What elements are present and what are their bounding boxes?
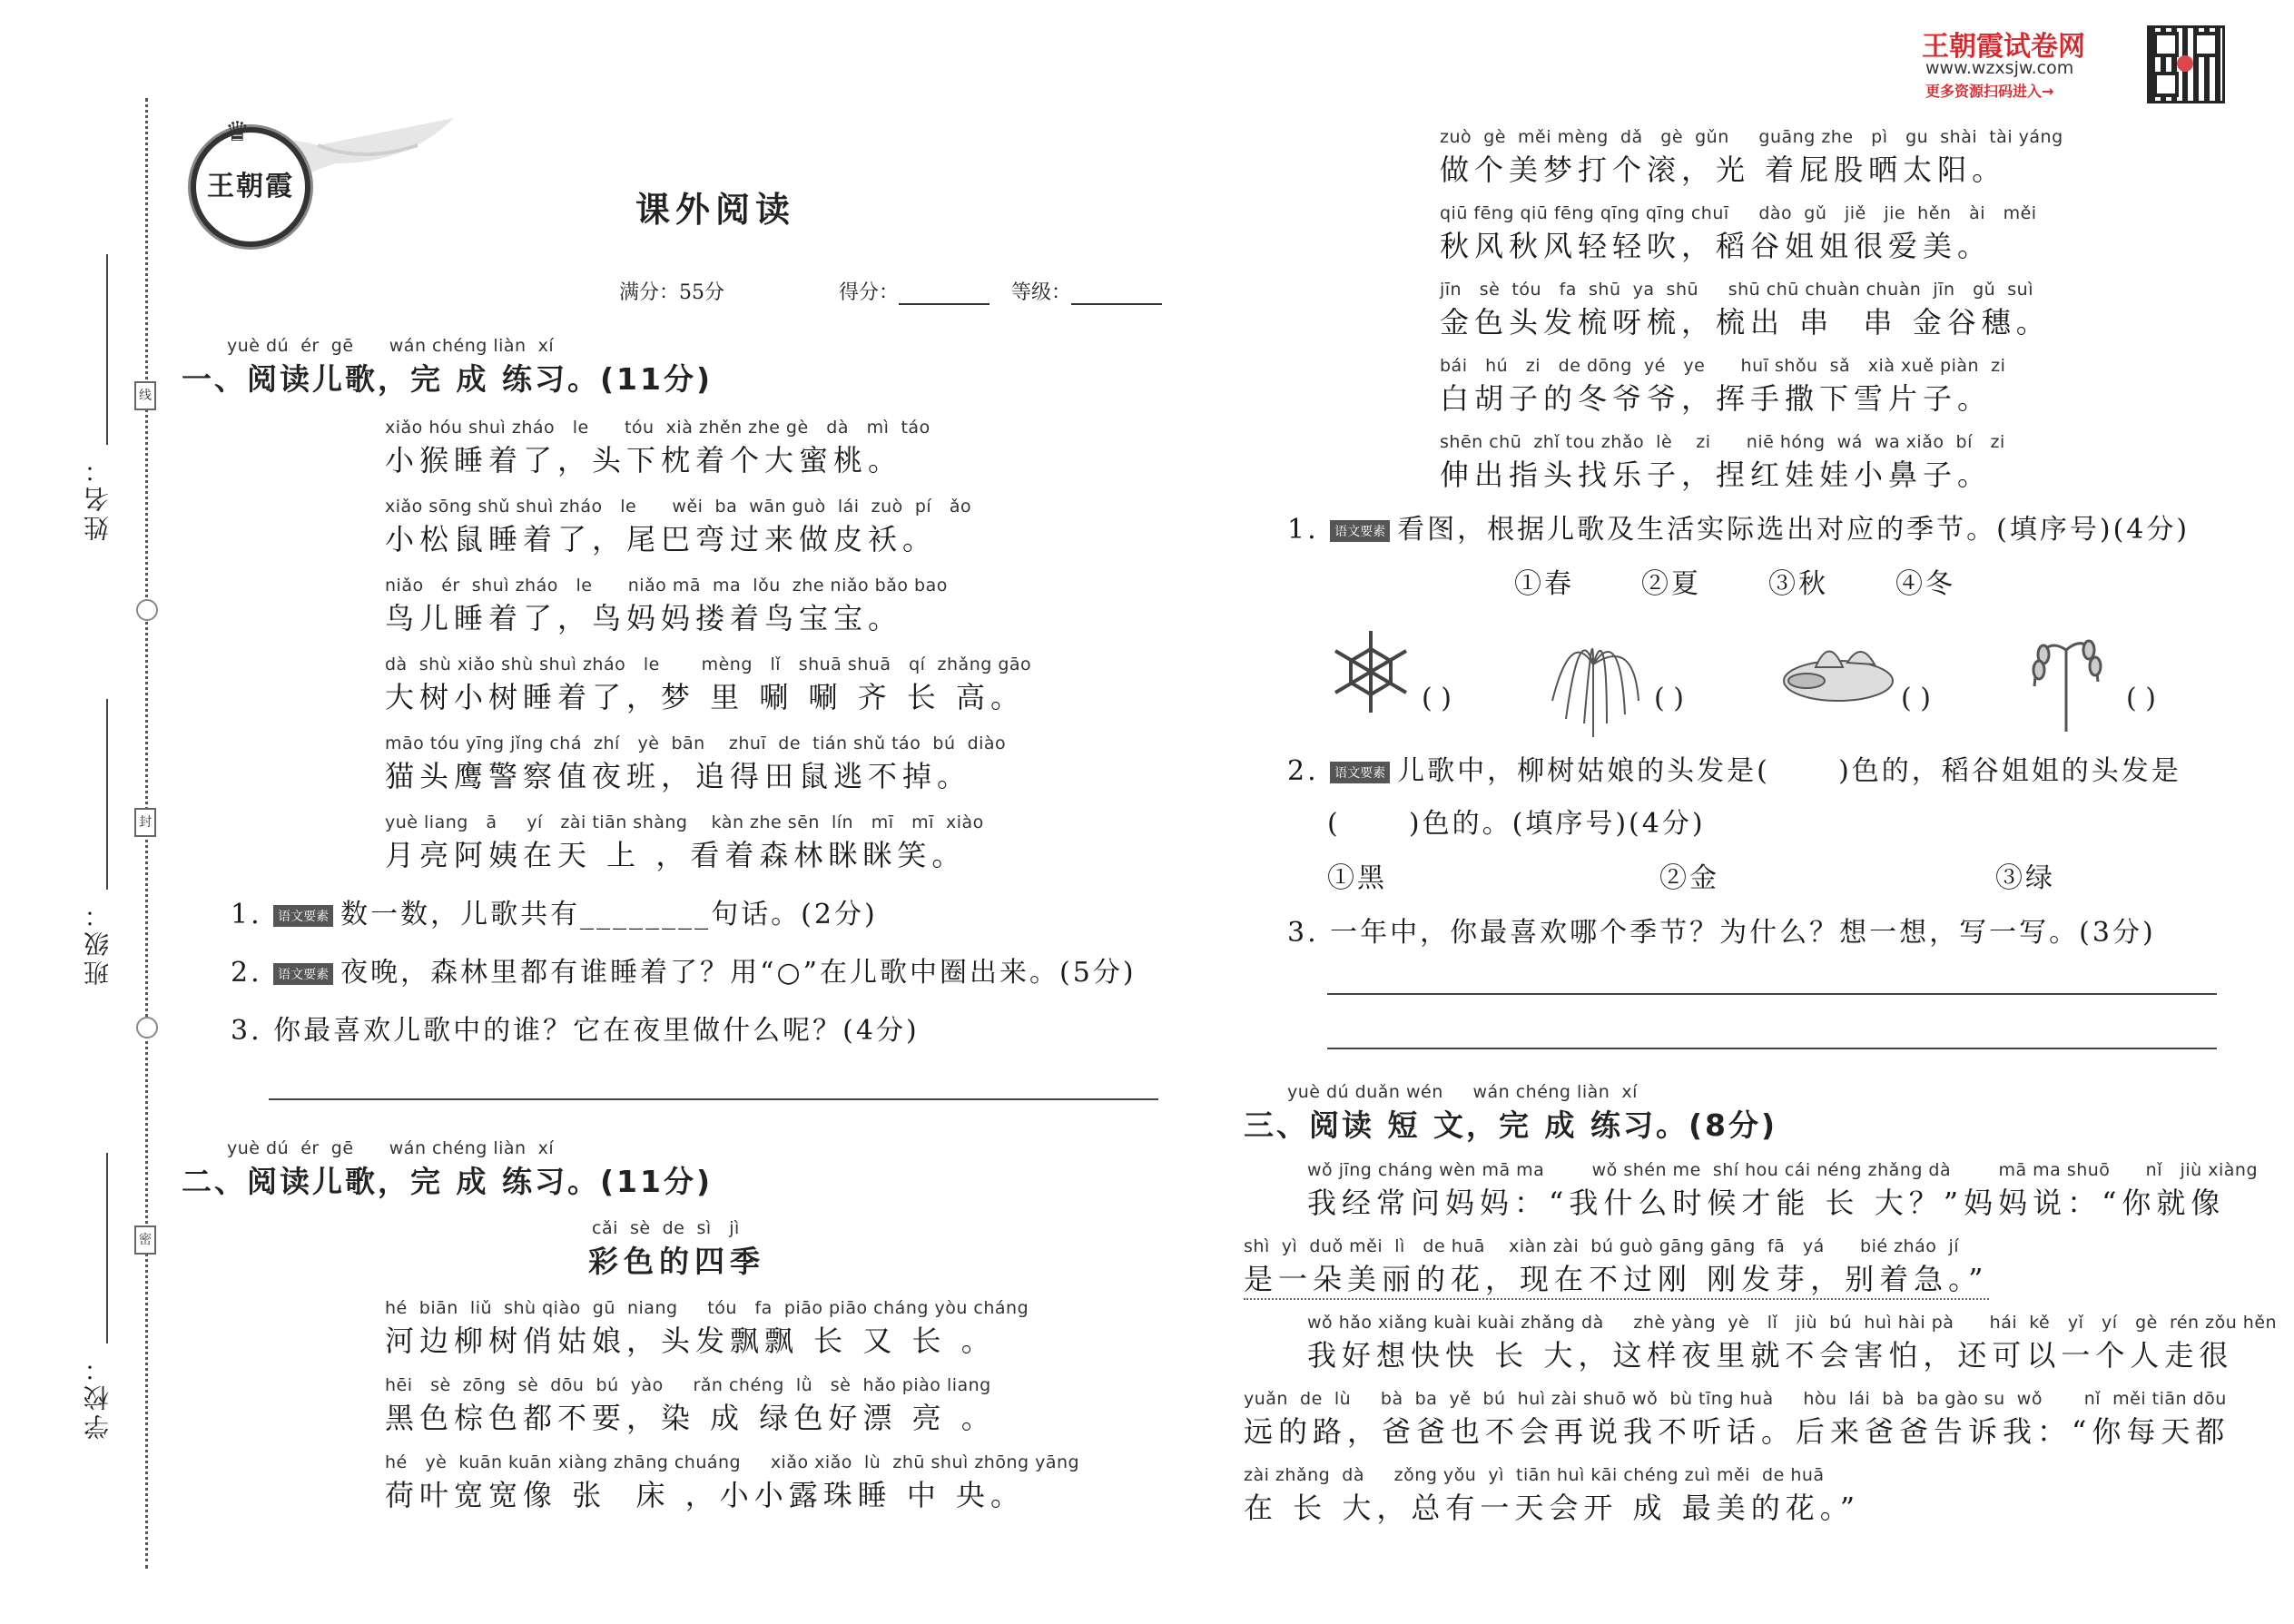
s2-q1-option-4: ④冬 — [1895, 568, 1955, 600]
poem2-line2-pinyin: hēi sè zōng sè dōu bú yào rǎn chéng lǜ sè hǎo piào liang — [385, 1375, 991, 1395]
poem2-line3-pinyin: hé yè kuān kuān xiàng zhāng chuáng xiǎo xiǎo lù zhū shuì zhōng yāng — [385, 1452, 1080, 1472]
poem1-line5: 猫头鹰警察值夜班，追得田鼠逃不掉。 — [385, 759, 972, 793]
class-label: 班级： — [83, 899, 113, 986]
logo-badge — [191, 127, 310, 247]
poem1-line1-pinyin: xiǎo hóu shuì zháo le tóu xià zhěn zhe gè dà mì táo — [385, 418, 930, 438]
s2-q2-option-3: ③绿 — [1995, 862, 2055, 894]
binding-mark-xian: 线 — [134, 381, 156, 410]
score-field[interactable] — [839, 277, 989, 305]
full-score: 满分：55分 — [619, 281, 724, 304]
lotus-pond-icon — [1779, 617, 1897, 717]
poem1-line1: 小猴睡着了，头下枕着个大蜜桃。 — [385, 443, 903, 477]
s1-question-1: 1. 语文要素 数一数，儿歌共有________句话。(2分) — [231, 899, 878, 930]
s2-answer-line-1[interactable] — [1327, 993, 2217, 995]
s1-q2-tag: 语文要素 — [273, 963, 333, 985]
s1-answer-line[interactable] — [269, 1098, 1158, 1100]
school-label: 学校： — [83, 1353, 113, 1440]
binding-mark-mi: 密 — [134, 1225, 156, 1255]
s2-q1-option-3: ③秋 — [1768, 568, 1828, 600]
grade-field[interactable] — [1011, 277, 1162, 305]
poem1-line2: 小松鼠睡着了，尾巴弯过来做皮袄。 — [385, 522, 938, 556]
grade-label: 等级： — [1011, 281, 1072, 304]
s2-q1-tag: 语文要素 — [1330, 520, 1390, 542]
poem2-line5-pinyin: qiū fēng qiū fēng qīng qīng chuī dào gǔ jiě jie hěn ài měi — [1440, 203, 2037, 223]
poem1-line4-pinyin: dà shù xiǎo shù shuì zháo le mèng lǐ shuā shuā qí zhǎng gāo — [385, 655, 1032, 674]
score-label: 得分： — [839, 281, 900, 304]
poem1-line3-pinyin: niǎo ér shuì zháo le niǎo mā ma lǒu zhe niǎo bǎo bao — [385, 576, 948, 595]
poem2-line3: 荷叶宽宽像 张 床 ，小小露珠睡 中 央。 — [385, 1478, 1026, 1512]
section2-heading: 二、阅读儿歌，完 成 练习。(11分) — [182, 1164, 714, 1199]
section1-heading: 一、阅读儿歌，完 成 练习。(11分) — [182, 361, 714, 397]
poem2-line7: 白胡子的冬爷爷，挥手撒下雪片子。 — [1440, 381, 1993, 416]
s2-q1-answer-2[interactable]: ( ) — [1654, 683, 1684, 714]
qr-code-icon[interactable] — [2147, 25, 2225, 103]
s2-q1-answer-3[interactable]: ( ) — [1901, 683, 1931, 714]
story-line2: 是一朵美丽的花，现在不过刚 刚发芽，别着急。” — [1244, 1256, 1989, 1300]
poem2-line8-pinyin: shēn chū zhǐ tou zhǎo lè zi niē hóng wá wa xiǎo bí zi — [1440, 432, 2005, 452]
s2-q1-option-1: ①春 — [1514, 568, 1574, 600]
story-line5: 在 长 大，总有一天会开 成 最美的花。” — [1244, 1491, 1861, 1525]
poem2-line7-pinyin: bái hú zi de dōng yé ye huī shǒu sǎ xià xuě piàn zi — [1440, 356, 2006, 376]
logo-text: 王朝霞 — [207, 171, 294, 202]
poem2-line2: 黑色棕色都不要，染 成 绿色好漂 亮 。 — [385, 1401, 996, 1435]
binding-mark-feng: 封 — [134, 808, 156, 837]
s2-question-1: 1. 语文要素 看图，根据儿歌及生活实际选出对应的季节。(填序号)(4分) — [1287, 514, 2191, 546]
section3-heading: 三、阅读 短 文，完 成 练习。(8分) — [1244, 1107, 1778, 1143]
poem2-line1: 河边柳树俏姑娘，头发飘飘 长 又 长 。 — [385, 1324, 996, 1358]
section3-heading-pinyin: yuè dú duǎn wén wán chéng liàn xí — [1287, 1082, 1638, 1102]
poem2-line4: 做个美梦打个滚，光 着屁股晒太阳。 — [1440, 153, 2007, 187]
poem1-line6: 月亮阿姨在天 上 ，看着森林眯眯笑。 — [385, 838, 967, 872]
s2-q1-option-2: ②夏 — [1641, 568, 1701, 600]
class-field-line[interactable] — [106, 699, 108, 890]
s2-answer-line-2[interactable] — [1327, 1048, 2217, 1049]
brand-name: 王朝霞试卷网 — [1922, 31, 2085, 63]
story-line3: 我好想快快 长 大，这样夜里就不会害怕，还可以一个人走很 — [1307, 1338, 2234, 1373]
poem2-title: 彩色的四季 — [588, 1244, 765, 1279]
score-blank[interactable] — [899, 283, 989, 305]
story-line1-pinyin: wǒ jīng cháng wèn mā ma wǒ shén me shí hou cái néng zhǎng dà mā ma shuō nǐ jiù xiàng — [1307, 1160, 2259, 1180]
s2-question-3: 3. 一年中，你最喜欢哪个季节？为什么？想一想，写一写。(3分) — [1287, 917, 2156, 949]
story-line1: 我经常问妈妈：“我什么时候才能 长 大？”妈妈说：“你就像 — [1307, 1186, 2226, 1220]
s2-q2-option-2: ②金 — [1659, 862, 1719, 894]
story-line4-pinyin: yuǎn de lù bà ba yě bú huì zài shuō wǒ bù tīng huà hòu lái bà ba gào su wǒ nǐ měi tiān dōu — [1244, 1389, 2227, 1409]
s2-q1-answer-1[interactable]: ( ) — [1422, 683, 1452, 714]
poem2-line8: 伸出指头找乐子，捏红娃娃小鼻子。 — [1440, 458, 1993, 492]
brand-block[interactable] — [1922, 24, 2221, 105]
story-line5-pinyin: zài zhǎng dà zǒng yǒu yì tiān huì kāi chéng zuì měi de huā — [1244, 1465, 1825, 1485]
poem1-line6-pinyin: yuè liang ā yí zài tiān shàng kàn zhe sēn lín mī mī xiào — [385, 812, 984, 832]
s2-question-2: 2. 语文要素 儿歌中，柳树姑娘的头发是( )色的，稻谷姐姐的头发是 — [1287, 755, 2181, 787]
poem1-line5-pinyin: māo tóu yīng jǐng chá zhí yè bān zhuī de tián shǔ táo bú diào — [385, 733, 1007, 753]
school-field-line[interactable] — [106, 1153, 108, 1343]
grade-blank[interactable] — [1071, 283, 1162, 305]
brand-tagline: 更多资源扫码进入→ — [1925, 83, 2054, 100]
binding-hole — [136, 1017, 158, 1038]
binding-hole — [136, 599, 158, 621]
poem1-line3: 鸟儿睡着了，鸟妈妈搂着鸟宝宝。 — [385, 601, 903, 635]
poem2-line5: 秋风秋风轻轻吹，稻谷姐姐很爱美。 — [1440, 229, 1993, 263]
story-line3-pinyin: wǒ hǎo xiǎng kuài kuài zhǎng dà zhè yàng yè lǐ jiù bú huì hài pà hái kě yǐ yí gè rén zǒu hěn — [1307, 1313, 2278, 1333]
poem1-line2-pinyin: xiǎo sōng shǔ shuì zháo le wěi ba wān guò lái zuò pí ǎo — [385, 497, 972, 517]
page-title: 课外阅读 — [635, 190, 796, 230]
poem2-line6: 金色头发梳呀梳，梳出 串 串 金谷穗。 — [1440, 305, 2051, 340]
s2-q2-option-1: ①黑 — [1327, 862, 1387, 894]
poem1-line4: 大树小树睡着了，梦 里 唰 唰 齐 长 高。 — [385, 680, 1026, 714]
logo — [182, 109, 472, 263]
brand-url[interactable]: www.wzxsjw.com — [1925, 58, 2074, 78]
story-line2-pinyin: shì yì duǒ měi lì de huā xiàn zài bú guò gāng gāng fā yá bié zháo jí — [1244, 1236, 1959, 1256]
s1-q1-tag: 语文要素 — [273, 905, 333, 927]
name-label: 姓名： — [83, 454, 113, 541]
s2-question-2-cont: ( )色的。(填序号)(4分) — [1327, 808, 1706, 840]
story-line4: 远的路，爸爸也不会再说我不听话。后来爸爸告诉我：“你每天都 — [1244, 1414, 2230, 1449]
crown-icon: ♛ — [225, 116, 250, 148]
section1-heading-pinyin: yuè dú ér gē wán chéng liàn xí — [227, 336, 555, 356]
poem2-line1-pinyin: hé biān liǔ shù qiào gū niang tóu fa piāo piāo cháng yòu cháng — [385, 1298, 1029, 1318]
s1-question-3: 3. 你最喜欢儿歌中的谁？它在夜里做什么呢？(4分) — [231, 1015, 920, 1047]
poem2-title-pinyin: cǎi sè de sì jì — [592, 1218, 740, 1238]
willow-tree-icon — [1543, 610, 1643, 737]
name-field-line[interactable] — [106, 254, 108, 445]
poem2-line4-pinyin: zuò gè měi mèng dǎ gè gǔn guāng zhe pì gu shài tài yáng — [1440, 127, 2063, 147]
s1-question-2: 2. 语文要素 夜晚，森林里都有谁睡着了？用“○”在儿歌中圈出来。(5分) — [231, 957, 1137, 989]
s2-q2-tag: 语文要素 — [1330, 762, 1390, 783]
poem2-line6-pinyin: jīn sè tóu fa shū ya shū shū chū chuàn chuàn jīn gǔ suì — [1440, 280, 2034, 300]
rice-stalk-icon — [2021, 614, 2112, 732]
snowflake-icon — [1325, 626, 1416, 717]
section2-heading-pinyin: yuè dú ér gē wán chéng liàn xí — [227, 1138, 555, 1158]
s2-q1-answer-4[interactable]: ( ) — [2126, 683, 2156, 714]
